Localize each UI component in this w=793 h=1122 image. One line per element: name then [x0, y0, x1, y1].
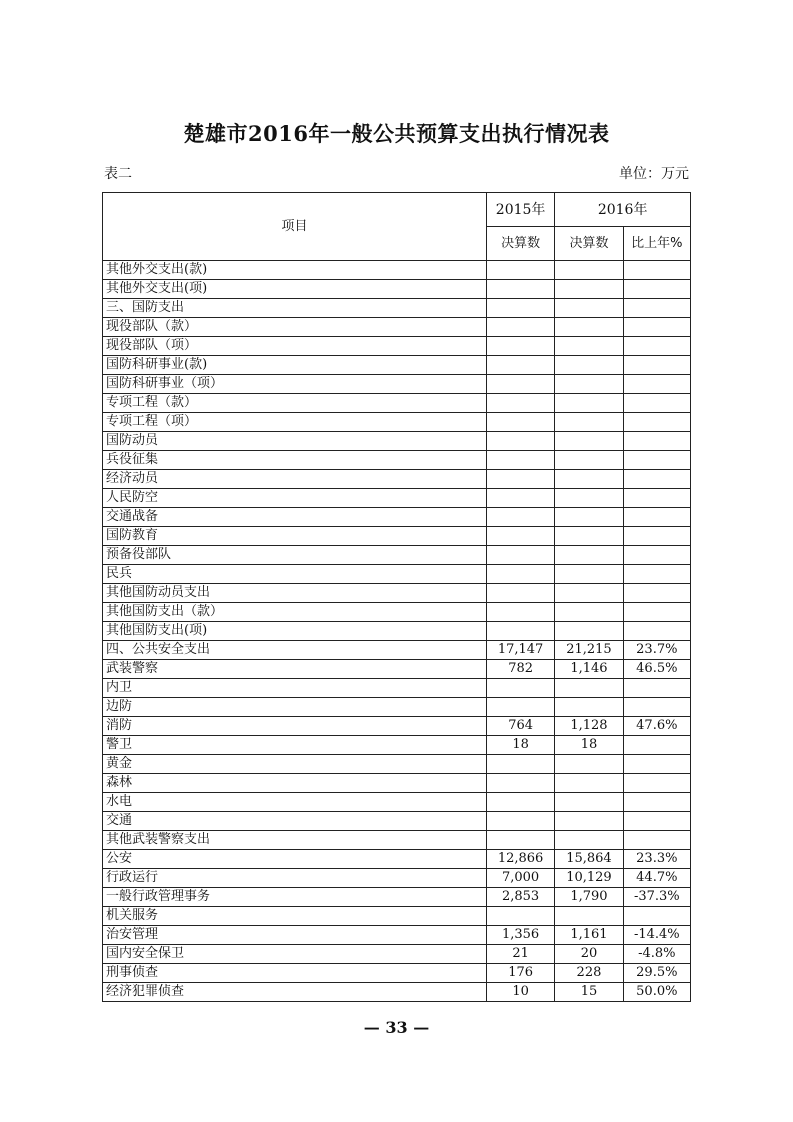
- row-2015-actual: 176: [486, 964, 554, 983]
- row-2016-actual: [555, 413, 623, 432]
- row-item-label: 国防科研事业(款): [103, 356, 487, 375]
- table-row: [103, 432, 691, 451]
- row-2015-actual: 18: [486, 736, 554, 755]
- row-2016-actual: [555, 261, 623, 280]
- row-item-label: 武装警察: [103, 660, 487, 679]
- table-row: [103, 755, 691, 774]
- row-2016-actual: [555, 527, 623, 546]
- row-2015-actual: [486, 527, 554, 546]
- row-2015-actual: [486, 261, 554, 280]
- row-item-label: 刑事侦查: [103, 964, 487, 983]
- row-2015-actual: 1,356: [486, 926, 554, 945]
- row-change-pct: [623, 907, 690, 926]
- row-item-label: 四、公共安全支出: [103, 641, 487, 660]
- row-2015-actual: [486, 793, 554, 812]
- row-item-label: 行政运行: [103, 869, 487, 888]
- row-item-label: 专项工程（款）: [103, 394, 487, 413]
- row-item-label: 现役部队（项）: [103, 337, 487, 356]
- table-row: [103, 280, 691, 299]
- row-2015-actual: [486, 565, 554, 584]
- row-change-pct: [623, 527, 690, 546]
- table-row: [103, 793, 691, 812]
- row-2016-actual: [555, 356, 623, 375]
- table-row: [103, 375, 691, 394]
- page-number: — 33 —: [363, 1018, 430, 1037]
- row-2015-actual: [486, 394, 554, 413]
- table-body: [103, 261, 691, 1002]
- row-2016-actual: [555, 679, 623, 698]
- row-item-label: 内卫: [103, 679, 487, 698]
- row-item-label: 一般行政管理事务: [103, 888, 487, 907]
- row-2016-actual: 1,146: [555, 660, 623, 679]
- row-change-pct: 44.7%: [623, 869, 690, 888]
- table-row: [103, 470, 691, 489]
- row-2015-actual: [486, 679, 554, 698]
- table-row: [103, 888, 691, 907]
- row-change-pct: [623, 261, 690, 280]
- row-2016-actual: [555, 299, 623, 318]
- row-change-pct: 23.7%: [623, 641, 690, 660]
- row-2016-actual: [555, 584, 623, 603]
- row-change-pct: [623, 622, 690, 641]
- row-2015-actual: [486, 508, 554, 527]
- row-item-label: 国防科研事业（项）: [103, 375, 487, 394]
- row-change-pct: [623, 318, 690, 337]
- row-2015-actual: [486, 299, 554, 318]
- row-2015-actual: [486, 546, 554, 565]
- row-2016-actual: 1,161: [555, 926, 623, 945]
- row-change-pct: -14.4%: [623, 926, 690, 945]
- row-change-pct: 50.0%: [623, 983, 690, 1002]
- row-2016-actual: [555, 432, 623, 451]
- table-row: [103, 451, 691, 470]
- header-item: 项目: [103, 193, 487, 261]
- row-2016-actual: [555, 793, 623, 812]
- row-change-pct: [623, 546, 690, 565]
- table-number: 表二: [104, 166, 132, 182]
- unit-label: 单位：万元: [619, 166, 689, 182]
- row-2015-actual: [486, 698, 554, 717]
- table-row: [103, 508, 691, 527]
- table-row: [103, 337, 691, 356]
- row-change-pct: [623, 432, 690, 451]
- row-2016-actual: [555, 907, 623, 926]
- row-item-label: 经济动员: [103, 470, 487, 489]
- row-item-label: 三、国防支出: [103, 299, 487, 318]
- table-row: [103, 812, 691, 831]
- row-2016-actual: [555, 337, 623, 356]
- row-item-label: 国防动员: [103, 432, 487, 451]
- table-row: [103, 356, 691, 375]
- row-2015-actual: 10: [486, 983, 554, 1002]
- row-item-label: 其他外交支出(款): [103, 261, 487, 280]
- row-item-label: 现役部队（款）: [103, 318, 487, 337]
- row-2015-actual: [486, 622, 554, 641]
- row-change-pct: [623, 394, 690, 413]
- row-2016-actual: [555, 394, 623, 413]
- row-2015-actual: [486, 337, 554, 356]
- row-change-pct: [623, 755, 690, 774]
- row-2016-actual: [555, 622, 623, 641]
- expenditure-table: [102, 192, 691, 1002]
- row-2016-actual: 15,864: [555, 850, 623, 869]
- table-row: [103, 717, 691, 736]
- row-item-label: 森林: [103, 774, 487, 793]
- row-item-label: 黄金: [103, 755, 487, 774]
- table-row: [103, 527, 691, 546]
- row-change-pct: [623, 736, 690, 755]
- row-change-pct: [623, 470, 690, 489]
- row-item-label: 专项工程（项）: [103, 413, 487, 432]
- row-2016-actual: 228: [555, 964, 623, 983]
- row-2016-actual: [555, 698, 623, 717]
- row-change-pct: [623, 793, 690, 812]
- table-row: [103, 413, 691, 432]
- row-change-pct: [623, 565, 690, 584]
- row-item-label: 其他国防支出(项): [103, 622, 487, 641]
- row-item-label: 交通战备: [103, 508, 487, 527]
- row-2015-actual: 782: [486, 660, 554, 679]
- table-row: [103, 546, 691, 565]
- row-change-pct: [623, 356, 690, 375]
- row-2015-actual: 17,147: [486, 641, 554, 660]
- row-change-pct: [623, 413, 690, 432]
- row-item-label: 边防: [103, 698, 487, 717]
- row-2016-actual: [555, 565, 623, 584]
- table-row: [103, 261, 691, 280]
- row-item-label: 水电: [103, 793, 487, 812]
- row-item-label: 治安管理: [103, 926, 487, 945]
- table-row: [103, 299, 691, 318]
- table-row: [103, 964, 691, 983]
- row-item-label: 其他外交支出(项): [103, 280, 487, 299]
- row-2015-actual: [486, 470, 554, 489]
- row-2015-actual: 7,000: [486, 869, 554, 888]
- row-2015-actual: [486, 318, 554, 337]
- row-2015-actual: 764: [486, 717, 554, 736]
- row-change-pct: [623, 774, 690, 793]
- table-row: [103, 584, 691, 603]
- row-change-pct: [623, 337, 690, 356]
- row-change-pct: [623, 698, 690, 717]
- table-header: [103, 193, 691, 261]
- row-2015-actual: 2,853: [486, 888, 554, 907]
- row-2015-actual: 12,866: [486, 850, 554, 869]
- row-item-label: 人民防空: [103, 489, 487, 508]
- row-change-pct: [623, 489, 690, 508]
- row-2016-actual: 18: [555, 736, 623, 755]
- row-2015-actual: [486, 489, 554, 508]
- row-2016-actual: 1,128: [555, 717, 623, 736]
- table-row: [103, 698, 691, 717]
- row-2016-actual: 1,790: [555, 888, 623, 907]
- row-change-pct: [623, 584, 690, 603]
- row-2016-actual: [555, 280, 623, 299]
- row-item-label: 消防: [103, 717, 487, 736]
- table-row: [103, 926, 691, 945]
- row-change-pct: [623, 375, 690, 394]
- row-item-label: 预备役部队: [103, 546, 487, 565]
- page-title: 楚雄市2016年一般公共预算支出执行情况表: [183, 121, 610, 146]
- row-change-pct: -37.3%: [623, 888, 690, 907]
- row-change-pct: [623, 831, 690, 850]
- row-2016-actual: [555, 508, 623, 527]
- row-2016-actual: [555, 318, 623, 337]
- row-change-pct: [623, 812, 690, 831]
- row-change-pct: 46.5%: [623, 660, 690, 679]
- row-2016-actual: 21,215: [555, 641, 623, 660]
- header-year-2015: 2015年: [486, 193, 554, 227]
- header-2015-actual: 决算数: [486, 227, 554, 261]
- table-row: [103, 660, 691, 679]
- header-year-2016: 2016年: [555, 193, 691, 227]
- table-row: [103, 945, 691, 964]
- table-row: [103, 489, 691, 508]
- row-2015-actual: [486, 907, 554, 926]
- row-item-label: 民兵: [103, 565, 487, 584]
- row-item-label: 国防教育: [103, 527, 487, 546]
- row-item-label: 公安: [103, 850, 487, 869]
- row-item-label: 其他国防动员支出: [103, 584, 487, 603]
- table-row: [103, 318, 691, 337]
- row-2015-actual: [486, 451, 554, 470]
- row-2015-actual: 21: [486, 945, 554, 964]
- table-row: [103, 983, 691, 1002]
- header-change-pct: 比上年%: [623, 227, 690, 261]
- table-row: [103, 831, 691, 850]
- row-2015-actual: [486, 812, 554, 831]
- row-change-pct: [623, 299, 690, 318]
- row-item-label: 其他国防支出（款）: [103, 603, 487, 622]
- row-change-pct: 29.5%: [623, 964, 690, 983]
- row-change-pct: 23.3%: [623, 850, 690, 869]
- header-2016-actual: 决算数: [555, 227, 623, 261]
- row-2016-actual: 15: [555, 983, 623, 1002]
- row-item-label: 兵役征集: [103, 451, 487, 470]
- table-row: [103, 774, 691, 793]
- row-2015-actual: [486, 755, 554, 774]
- row-2016-actual: [555, 470, 623, 489]
- table-row: [103, 907, 691, 926]
- row-change-pct: 47.6%: [623, 717, 690, 736]
- row-2015-actual: [486, 774, 554, 793]
- row-2015-actual: [486, 432, 554, 451]
- table-row: [103, 679, 691, 698]
- row-item-label: 其他武装警察支出: [103, 831, 487, 850]
- row-2015-actual: [486, 584, 554, 603]
- row-2016-actual: [555, 831, 623, 850]
- row-2016-actual: [555, 755, 623, 774]
- row-2015-actual: [486, 831, 554, 850]
- row-change-pct: [623, 508, 690, 527]
- row-2015-actual: [486, 603, 554, 622]
- row-2015-actual: [486, 280, 554, 299]
- row-change-pct: [623, 451, 690, 470]
- table-row: [103, 565, 691, 584]
- row-2016-actual: [555, 546, 623, 565]
- table-row: [103, 869, 691, 888]
- row-2016-actual: [555, 774, 623, 793]
- row-item-label: 交通: [103, 812, 487, 831]
- row-item-label: 经济犯罪侦查: [103, 983, 487, 1002]
- row-change-pct: -4.8%: [623, 945, 690, 964]
- row-item-label: 机关服务: [103, 907, 487, 926]
- table-row: [103, 622, 691, 641]
- row-2015-actual: [486, 356, 554, 375]
- row-2016-actual: [555, 489, 623, 508]
- table-row: [103, 394, 691, 413]
- row-item-label: 警卫: [103, 736, 487, 755]
- row-2015-actual: [486, 413, 554, 432]
- table-row: [103, 850, 691, 869]
- row-change-pct: [623, 679, 690, 698]
- table-row: [103, 603, 691, 622]
- row-2016-actual: 20: [555, 945, 623, 964]
- table-row: [103, 736, 691, 755]
- row-change-pct: [623, 603, 690, 622]
- row-change-pct: [623, 280, 690, 299]
- table-row: [103, 641, 691, 660]
- row-2016-actual: [555, 812, 623, 831]
- row-2016-actual: 10,129: [555, 869, 623, 888]
- row-2015-actual: [486, 375, 554, 394]
- row-item-label: 国内安全保卫: [103, 945, 487, 964]
- row-2016-actual: [555, 451, 623, 470]
- row-2016-actual: [555, 603, 623, 622]
- row-2016-actual: [555, 375, 623, 394]
